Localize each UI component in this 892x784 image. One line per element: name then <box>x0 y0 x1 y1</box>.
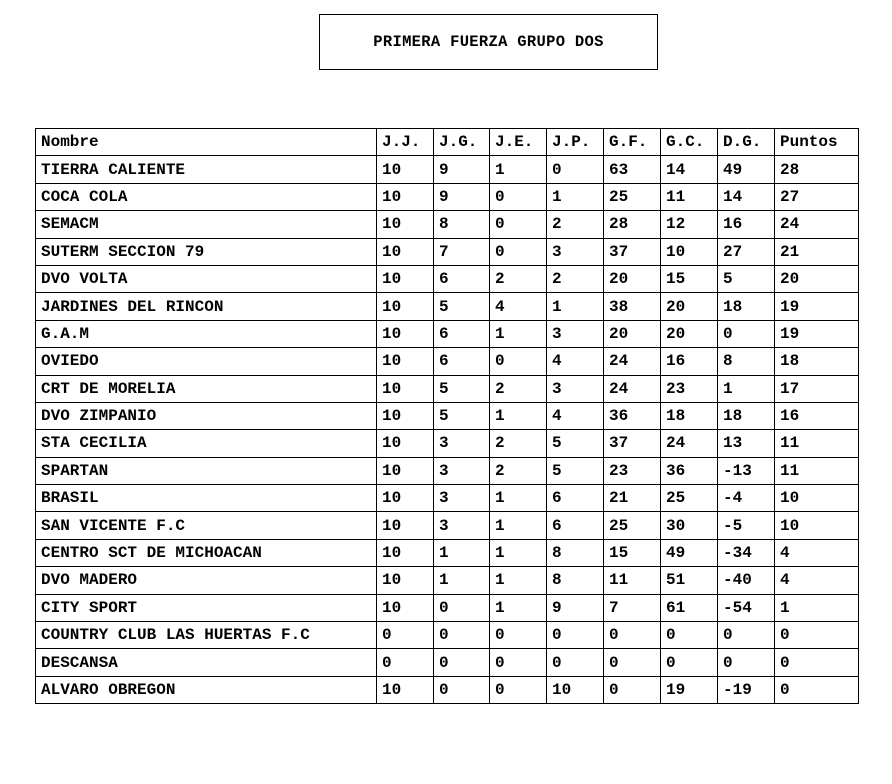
table-row <box>36 594 859 621</box>
cell-jj: 10 <box>377 402 434 429</box>
cell-jg: 5 <box>434 402 490 429</box>
table-row <box>36 348 859 375</box>
header-dg: D.G. <box>718 129 775 156</box>
cell-gc: 61 <box>661 594 718 621</box>
cell-dg: 0 <box>718 622 775 649</box>
table-row <box>36 183 859 210</box>
cell-gf: 24 <box>604 348 661 375</box>
cell-jj: 10 <box>377 485 434 512</box>
cell-gf: 20 <box>604 265 661 292</box>
table-row <box>36 211 859 238</box>
cell-gf: 0 <box>604 676 661 703</box>
cell-jj: 10 <box>377 211 434 238</box>
cell-gc: 0 <box>661 622 718 649</box>
cell-gf: 25 <box>604 512 661 539</box>
cell-jj: 10 <box>377 594 434 621</box>
cell-je: 1 <box>490 567 547 594</box>
cell-dg: 5 <box>718 265 775 292</box>
cell-dg: 16 <box>718 211 775 238</box>
cell-team-name: COUNTRY CLUB LAS HUERTAS F.C <box>36 622 377 649</box>
cell-team-name: BRASIL <box>36 485 377 512</box>
table-row <box>36 567 859 594</box>
cell-jp: 0 <box>547 649 604 676</box>
cell-dg: -13 <box>718 457 775 484</box>
cell-puntos: 20 <box>775 265 859 292</box>
header-nombre: Nombre <box>36 129 377 156</box>
cell-gc: 49 <box>661 539 718 566</box>
cell-jp: 1 <box>547 183 604 210</box>
cell-je: 0 <box>490 676 547 703</box>
cell-gf: 38 <box>604 293 661 320</box>
cell-jj: 10 <box>377 676 434 703</box>
table-header-row <box>36 129 859 156</box>
table-row <box>36 622 859 649</box>
cell-jj: 10 <box>377 238 434 265</box>
cell-dg: -54 <box>718 594 775 621</box>
cell-gf: 15 <box>604 539 661 566</box>
cell-gc: 10 <box>661 238 718 265</box>
cell-puntos: 10 <box>775 512 859 539</box>
cell-puntos: 0 <box>775 622 859 649</box>
cell-puntos: 11 <box>775 430 859 457</box>
cell-team-name: ALVARO OBREGON <box>36 676 377 703</box>
cell-jp: 1 <box>547 293 604 320</box>
cell-dg: 0 <box>718 320 775 347</box>
cell-jj: 10 <box>377 457 434 484</box>
cell-jp: 2 <box>547 211 604 238</box>
cell-gc: 12 <box>661 211 718 238</box>
cell-jg: 3 <box>434 485 490 512</box>
cell-jj: 10 <box>377 156 434 183</box>
cell-gc: 20 <box>661 293 718 320</box>
cell-jg: 1 <box>434 567 490 594</box>
cell-jj: 10 <box>377 348 434 375</box>
cell-gf: 23 <box>604 457 661 484</box>
cell-gc: 30 <box>661 512 718 539</box>
cell-dg: 1 <box>718 375 775 402</box>
page-title <box>319 14 658 70</box>
cell-puntos: 19 <box>775 320 859 347</box>
cell-gc: 23 <box>661 375 718 402</box>
cell-gc: 11 <box>661 183 718 210</box>
cell-gf: 63 <box>604 156 661 183</box>
cell-je: 4 <box>490 293 547 320</box>
cell-je: 0 <box>490 238 547 265</box>
cell-puntos: 19 <box>775 293 859 320</box>
cell-jg: 6 <box>434 348 490 375</box>
cell-team-name: TIERRA CALIENTE <box>36 156 377 183</box>
cell-jg: 9 <box>434 156 490 183</box>
table-row <box>36 676 859 703</box>
cell-team-name: DESCANSA <box>36 649 377 676</box>
cell-jg: 7 <box>434 238 490 265</box>
cell-jp: 0 <box>547 156 604 183</box>
cell-jj: 10 <box>377 293 434 320</box>
cell-gf: 24 <box>604 375 661 402</box>
cell-team-name: SAN VICENTE F.C <box>36 512 377 539</box>
table-row <box>36 402 859 429</box>
cell-jj: 10 <box>377 265 434 292</box>
cell-team-name: OVIEDO <box>36 348 377 375</box>
cell-jg: 9 <box>434 183 490 210</box>
cell-gc: 18 <box>661 402 718 429</box>
cell-je: 0 <box>490 649 547 676</box>
cell-jp: 3 <box>547 238 604 265</box>
cell-gf: 28 <box>604 211 661 238</box>
table-row <box>36 156 859 183</box>
cell-jg: 0 <box>434 649 490 676</box>
cell-jp: 5 <box>547 457 604 484</box>
cell-jp: 4 <box>547 348 604 375</box>
cell-puntos: 16 <box>775 402 859 429</box>
cell-je: 2 <box>490 375 547 402</box>
cell-gc: 20 <box>661 320 718 347</box>
cell-puntos: 10 <box>775 485 859 512</box>
header-gf: G.F. <box>604 129 661 156</box>
cell-puntos: 4 <box>775 539 859 566</box>
cell-je: 2 <box>490 430 547 457</box>
cell-jj: 10 <box>377 183 434 210</box>
cell-jp: 2 <box>547 265 604 292</box>
cell-jg: 0 <box>434 676 490 703</box>
cell-team-name: CRT DE MORELIA <box>36 375 377 402</box>
cell-puntos: 28 <box>775 156 859 183</box>
cell-gc: 14 <box>661 156 718 183</box>
header-jg: J.G. <box>434 129 490 156</box>
cell-team-name: COCA COLA <box>36 183 377 210</box>
cell-je: 1 <box>490 539 547 566</box>
cell-dg: 27 <box>718 238 775 265</box>
cell-puntos: 4 <box>775 567 859 594</box>
cell-gc: 36 <box>661 457 718 484</box>
cell-jj: 10 <box>377 430 434 457</box>
cell-team-name: CITY SPORT <box>36 594 377 621</box>
cell-dg: 18 <box>718 402 775 429</box>
cell-puntos: 27 <box>775 183 859 210</box>
cell-jj: 10 <box>377 539 434 566</box>
table-row <box>36 649 859 676</box>
table-row <box>36 512 859 539</box>
cell-jg: 3 <box>434 457 490 484</box>
cell-dg: 18 <box>718 293 775 320</box>
page-title-text: PRIMERA FUERZA GRUPO DOS <box>373 33 604 51</box>
cell-team-name: JARDINES DEL RINCON <box>36 293 377 320</box>
standings-table <box>35 128 859 704</box>
table-row <box>36 375 859 402</box>
header-jj: J.J. <box>377 129 434 156</box>
cell-jg: 3 <box>434 512 490 539</box>
cell-gf: 36 <box>604 402 661 429</box>
cell-jg: 1 <box>434 539 490 566</box>
table-row <box>36 485 859 512</box>
cell-dg: -19 <box>718 676 775 703</box>
cell-jp: 0 <box>547 622 604 649</box>
cell-jg: 5 <box>434 375 490 402</box>
cell-jj: 10 <box>377 512 434 539</box>
header-puntos: Puntos <box>775 129 859 156</box>
cell-gc: 16 <box>661 348 718 375</box>
cell-je: 1 <box>490 320 547 347</box>
cell-jj: 10 <box>377 567 434 594</box>
cell-dg: -4 <box>718 485 775 512</box>
cell-puntos: 17 <box>775 375 859 402</box>
cell-jg: 0 <box>434 594 490 621</box>
cell-team-name: CENTRO SCT DE MICHOACAN <box>36 539 377 566</box>
table-row <box>36 539 859 566</box>
cell-dg: 49 <box>718 156 775 183</box>
cell-dg: 8 <box>718 348 775 375</box>
cell-puntos: 11 <box>775 457 859 484</box>
cell-jp: 6 <box>547 485 604 512</box>
cell-puntos: 21 <box>775 238 859 265</box>
cell-jp: 4 <box>547 402 604 429</box>
cell-gf: 37 <box>604 430 661 457</box>
cell-puntos: 0 <box>775 649 859 676</box>
cell-gf: 0 <box>604 649 661 676</box>
cell-je: 2 <box>490 457 547 484</box>
cell-gc: 15 <box>661 265 718 292</box>
cell-jj: 0 <box>377 649 434 676</box>
cell-dg: 0 <box>718 649 775 676</box>
cell-jp: 6 <box>547 512 604 539</box>
cell-jp: 8 <box>547 539 604 566</box>
cell-puntos: 0 <box>775 676 859 703</box>
cell-je: 1 <box>490 485 547 512</box>
cell-jp: 9 <box>547 594 604 621</box>
cell-jj: 0 <box>377 622 434 649</box>
cell-jp: 5 <box>547 430 604 457</box>
cell-jg: 8 <box>434 211 490 238</box>
cell-gf: 20 <box>604 320 661 347</box>
cell-gc: 24 <box>661 430 718 457</box>
cell-je: 0 <box>490 183 547 210</box>
cell-je: 2 <box>490 265 547 292</box>
cell-dg: 14 <box>718 183 775 210</box>
cell-jp: 3 <box>547 375 604 402</box>
cell-je: 1 <box>490 156 547 183</box>
cell-team-name: SUTERM SECCION 79 <box>36 238 377 265</box>
cell-gc: 25 <box>661 485 718 512</box>
table-body <box>36 156 859 704</box>
cell-jp: 8 <box>547 567 604 594</box>
cell-jg: 3 <box>434 430 490 457</box>
cell-je: 1 <box>490 402 547 429</box>
cell-jg: 6 <box>434 265 490 292</box>
cell-jp: 3 <box>547 320 604 347</box>
cell-gf: 25 <box>604 183 661 210</box>
header-je: J.E. <box>490 129 547 156</box>
cell-gf: 37 <box>604 238 661 265</box>
cell-je: 1 <box>490 594 547 621</box>
cell-team-name: DVO MADERO <box>36 567 377 594</box>
cell-puntos: 1 <box>775 594 859 621</box>
cell-team-name: SPARTAN <box>36 457 377 484</box>
cell-team-name: STA CECILIA <box>36 430 377 457</box>
cell-je: 1 <box>490 512 547 539</box>
table-row <box>36 320 859 347</box>
cell-team-name: G.A.M <box>36 320 377 347</box>
cell-team-name: DVO ZIMPANIO <box>36 402 377 429</box>
cell-gf: 21 <box>604 485 661 512</box>
cell-dg: -40 <box>718 567 775 594</box>
cell-gf: 11 <box>604 567 661 594</box>
cell-puntos: 18 <box>775 348 859 375</box>
cell-gc: 0 <box>661 649 718 676</box>
cell-dg: -5 <box>718 512 775 539</box>
table-row <box>36 293 859 320</box>
cell-gc: 51 <box>661 567 718 594</box>
cell-gf: 0 <box>604 622 661 649</box>
cell-dg: 13 <box>718 430 775 457</box>
cell-jg: 6 <box>434 320 490 347</box>
table-row <box>36 265 859 292</box>
cell-team-name: SEMACM <box>36 211 377 238</box>
cell-jg: 5 <box>434 293 490 320</box>
header-gc: G.C. <box>661 129 718 156</box>
cell-team-name: DVO VOLTA <box>36 265 377 292</box>
cell-gc: 19 <box>661 676 718 703</box>
cell-jp: 10 <box>547 676 604 703</box>
cell-jj: 10 <box>377 375 434 402</box>
table-row <box>36 457 859 484</box>
cell-dg: -34 <box>718 539 775 566</box>
cell-gf: 7 <box>604 594 661 621</box>
table-row <box>36 238 859 265</box>
table-row <box>36 430 859 457</box>
cell-puntos: 24 <box>775 211 859 238</box>
header-jp: J.P. <box>547 129 604 156</box>
cell-je: 0 <box>490 211 547 238</box>
cell-je: 0 <box>490 622 547 649</box>
cell-jg: 0 <box>434 622 490 649</box>
cell-je: 0 <box>490 348 547 375</box>
cell-jj: 10 <box>377 320 434 347</box>
